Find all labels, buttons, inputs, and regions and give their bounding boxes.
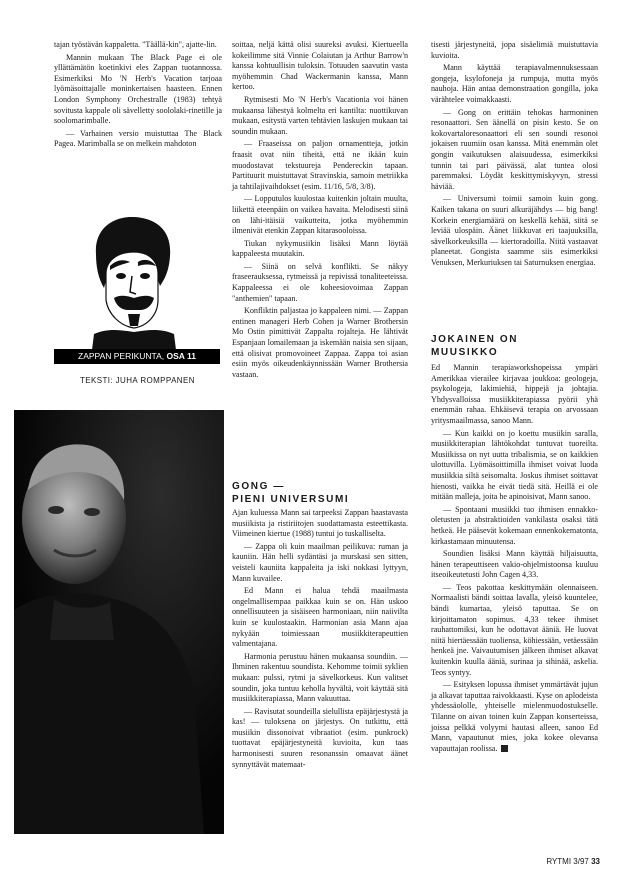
paragraph: Ed Mann ei halua tehdä maailmasta ongelmallisempaa paikkaa kuin se on. Hän uskoo onnellisuuteen ja sisäiseen harmoniaan, niin naiivilta kuin se kuulostaakin. Harmonian asia Mann ajaa nykyään toimiessaan musiikkiterapeuttien valmentajana. bbox=[232, 586, 408, 649]
paragraph: Rytmisesti Mo 'N Herb's Vacationia voi hänen mukaansa lähestyä kolmelta eri kantilta: nuottikuvan mukaan, esitystä varten tehtävien laskujen mukaan tai soundin mukaan. bbox=[232, 94, 408, 136]
paragraph: — Teos pakottaa keskittymään olennaiseen. Normaalisti bändi soittaa lavalla, yleisö kuuntelee, bändi kumartaa, yleisö taputtaa. Se on kirjoittamaton sopimus. 4,33 tekee ihmiset rauhattomiksi, kun he odottavat ääniä. He luovat niitä hiertäessään tuoliensa, köhiessään, vetäessään henkeä jne. Vaivautumisen jälkeen ihmiset alkavat kuitenkin kuulla ääniä, surinaa ja sihinää, askelia. Teos syntyy. bbox=[431, 582, 598, 677]
paragraph: — Gong on erittäin tehokas harmoninen resonaattori. Sen äänellä on pisin kesto. Se on kokovartaloresonaattori eli sen soundi resonoi jokaisen ruumiin osan kanssa. Mitä enemmän olet gongin vaikutuksen alaisuudessa, esimerkiksi tunnin tai pari päivässä, alat tuntea olosi paremmaksi. Löydät keskittymiskyvyn, stressi häviää. bbox=[431, 107, 598, 191]
section-heading-line: GONG — bbox=[232, 481, 285, 492]
paragraph: — Zappa oli kuin maailman peilikuva: ruman ja kauniin. Hän helli sydäntäsi ja murskasi sen sitten, veisteli kauniita kappaleita ja iski nokkasi lyttyyn, Mann kuvailee. bbox=[232, 541, 408, 583]
section-heading-line: JOKAINEN ON bbox=[431, 334, 519, 345]
portrait-illustration bbox=[84, 214, 180, 350]
series-banner bbox=[54, 349, 220, 364]
page-footer bbox=[546, 857, 600, 866]
photo-image bbox=[14, 410, 224, 834]
paragraph-text: — Esityksen lopussa ihmiset ymmärtävät jujun ja alkavat taputtaa raivokkaasti. Kyse on aplodeista yhdessäololle, yhteiselle mielenmuodostukselle. Tilanne on aivan toinen kuin Zappan konserteissa, joissa pelkkä volyymi hautasi alleen, sanoo Ed Mann, vapautunut mies, joka kokee olevansa vapauttajan roolissa. bbox=[431, 680, 598, 753]
musician-photo bbox=[14, 410, 224, 834]
paragraph: tisesti järjestyneitä, jopa sisäelimiä muistuttavia kuvioita. bbox=[431, 40, 598, 60]
paragraph: Harmonia perustuu hänen mukaansa soundiin. — Ihminen rakentuu soundista. Kehomme toimii syklien mukaan: pulssi, rytmi ja sävelkorkeus. Kun valitset soundin, joka tuntuu keholla hyvältä, voit käyttää sitä musiikkiterapiassa, Mann vakuuttaa. bbox=[232, 651, 408, 704]
paragraph: Tiukan nykymusiikin lisäksi Mann löytää kappaleesta muutakin. bbox=[232, 238, 408, 259]
section-heading-gong bbox=[232, 480, 408, 506]
paragraph: — Spontaani musiikki tuo ihmisen ennakko-oletusten ja abstraktioiden vankilasta osaksi tätä hetkeä. He pääsevät kokemaan ennenkokematonta, kirkastamaan minuutensa. bbox=[431, 504, 598, 546]
magazine-issue: RYTMI 3/97 bbox=[546, 857, 589, 866]
paragraph: tajan työstävän kappaletta. "Täällä-kin", ajatte-lin. bbox=[54, 40, 217, 49]
series-label: ZAPPAN PERIKUNTA, bbox=[78, 351, 165, 361]
paragraph: — Siinä on selvä konflikti. Se näkyy fraseerauksessa, rytmeissä ja repivissä tonaliteeteissa. Kappaleessa ei ole koheesiovoimaa Zappan "anthemien" tapaan. bbox=[232, 261, 408, 303]
paragraph: Mann käyttää terapiavalmennuksessaan gongeja, ksylofoneja ja rumpuja, mutta myös nauhoja. Hän antaa demonstraation gongilla, joka värähtelee voimakkaasti. bbox=[431, 63, 598, 104]
article-column-3 bbox=[431, 40, 598, 270]
paragraph: Mannin mukaan The Black Page ei ole yllättämätön koetinkivi eles Zappan tuotannossa. Esimerkiksi Mo 'N Herb's Vacation tarjoaa lyömäsoittajalle moninkertaisen haasteen. Ennen London Symphony Orchestralle (1983) tehtyä sovitusta kappale oli sävelletty soololaki-rinetille ja soolomarimballe. bbox=[54, 52, 222, 126]
paragraph: — Ravisutat soundeilla sielullista epäjärjestystä ja kas! — tuloksena on järjestys. On tutkittu, että musiikin dissonoivat vibraatiot (esim. punkrock) tuottavat epäjärjestyneitä kuvioita, kun taas harmonisesti suuren resonanssin omaavat äänet synnyttävät matemaat- bbox=[232, 706, 408, 769]
paragraph: Konfliktin paljastaa jo kappaleen nimi. — Zappan entinen manageri Herb Cohen ja Warner Brothersin Mo Ostin pimittivät Zappalta rojalteja. He lähtivät Espanjaan lomailemaan ja iskemään naisia sen sijaan, että olisivat promovoineet Zappaa. Zappa toi asian esiin myös oikeudenkäynnissään Warner Brothersia vastaan. bbox=[232, 306, 408, 379]
section-heading-muusikko bbox=[431, 333, 598, 359]
article-column-3-lower bbox=[431, 363, 598, 756]
page-number: 33 bbox=[591, 857, 600, 866]
section-heading-line: PIENI UNIVERSUMI bbox=[232, 494, 350, 505]
series-part: OSA 11 bbox=[166, 351, 196, 361]
paragraph: — Varhainen versio muistuttaa The Black Pagea. Marimballa se on melkein mahdoton bbox=[54, 128, 222, 149]
paragraph bbox=[431, 680, 598, 754]
paragraph: Ed Mannin terapiaworkshopeissa ympäri Amerikkaa vierailee kirjavaa joukkoa: geologeja, psykologeja, lakimiehiä, hippejä ja johtajia. Yhdysvalloissa musiikkiterapiassa pyörii yhä enemmän rahaa. Ehkäisevä terapia on arvossaan yritysmaailmassa, sanoo Mann. bbox=[431, 363, 598, 425]
section-heading-line: MUUSIKKO bbox=[431, 347, 499, 358]
article-column-1 bbox=[54, 40, 222, 152]
paragraph: Soundien lisäksi Mann käyttää hiljaisuutta, hänen terapeuttiseen vakio-ohjelmistoonsa kuuluu itseoikeutetusti John Cagen 4,33. bbox=[431, 549, 598, 580]
end-mark-icon bbox=[501, 745, 508, 752]
paragraph: — Lopputulos kuulostaa kuitenkin joltain muulta, liikettä eteenpäin on vaikea havaita. Melodisesti siinä on lähi-itäisiä vaikutteita, jotka myöhemmin ilmenivät etenkin Zappan kitarasooloissa. bbox=[232, 194, 408, 236]
paragraph: — Kun kaikki on jo koettu musiikin saralla, musiikkiterapian lähtökohdat tuntuvat tuoreilta. Musiikissa on nyt uutta tribalismia, se on kaikkien ulottuvilla. Lyömäsoittimilla ihmiset voivat luoda musiikkia siltä seisomalta. Joskus ihmiset soittavat hienosti, vaikka he eivät tiedä sitä. Heillä ei ole mitään malleja, joita he apinoisivat, Mann sanoo. bbox=[431, 428, 598, 502]
byline: TEKSTI: JUHA ROMPPANEN bbox=[80, 376, 195, 385]
paragraph: Ajan kuluessa Mann sai tarpeeksi Zappan haastavasta musiikista ja ristiriitojen suodattamasta esteettikasta. Viimeinen kiertue (1988) tuntui jo tuskalliselta. bbox=[232, 508, 408, 539]
article-column-2 bbox=[232, 40, 408, 382]
paragraph: — Universumi toimii samoin kuin gong. Kaiken takana on suuri alkuräjähdys — big bang! Korkein energiamäärä on keskellä kehää, siitä se leviää ulospäin. Äänet liikkuvat eri taajuuksilla, sävelkorkeuksilla — kiertoradoilla. Niitä vastaavat planeetat. Gongista saamme siis esimerkiksi Venuksen, Merkuriuksen tai Saturnuksen energiaa. bbox=[431, 194, 598, 267]
paragraph: soittaa, neljä kättä olisi suureksi avuksi. Kiertueella kokeilimme sitä Vinnie Colaiutan ja Arthur Barrow'n kanssa kohtuullisin tuloksin. Totuuden saavutin vasta myöhemmin Chad Wackermanin kanssa, Mann kertoo. bbox=[232, 40, 408, 92]
paragraph: — Fraaseissa on paljon ornamentteja, jotkin fraasit ovat niin tiheitä, että ne ikään kuin muodostavat tekstuureja Pendereckin tapaan. Partituurit muistuttavat Stravinskia, samoin metriikka ja tahtilajivaihdokset (esim. 11/16, 5/8, 3/8). bbox=[232, 139, 408, 191]
article-column-2-lower bbox=[232, 508, 408, 772]
